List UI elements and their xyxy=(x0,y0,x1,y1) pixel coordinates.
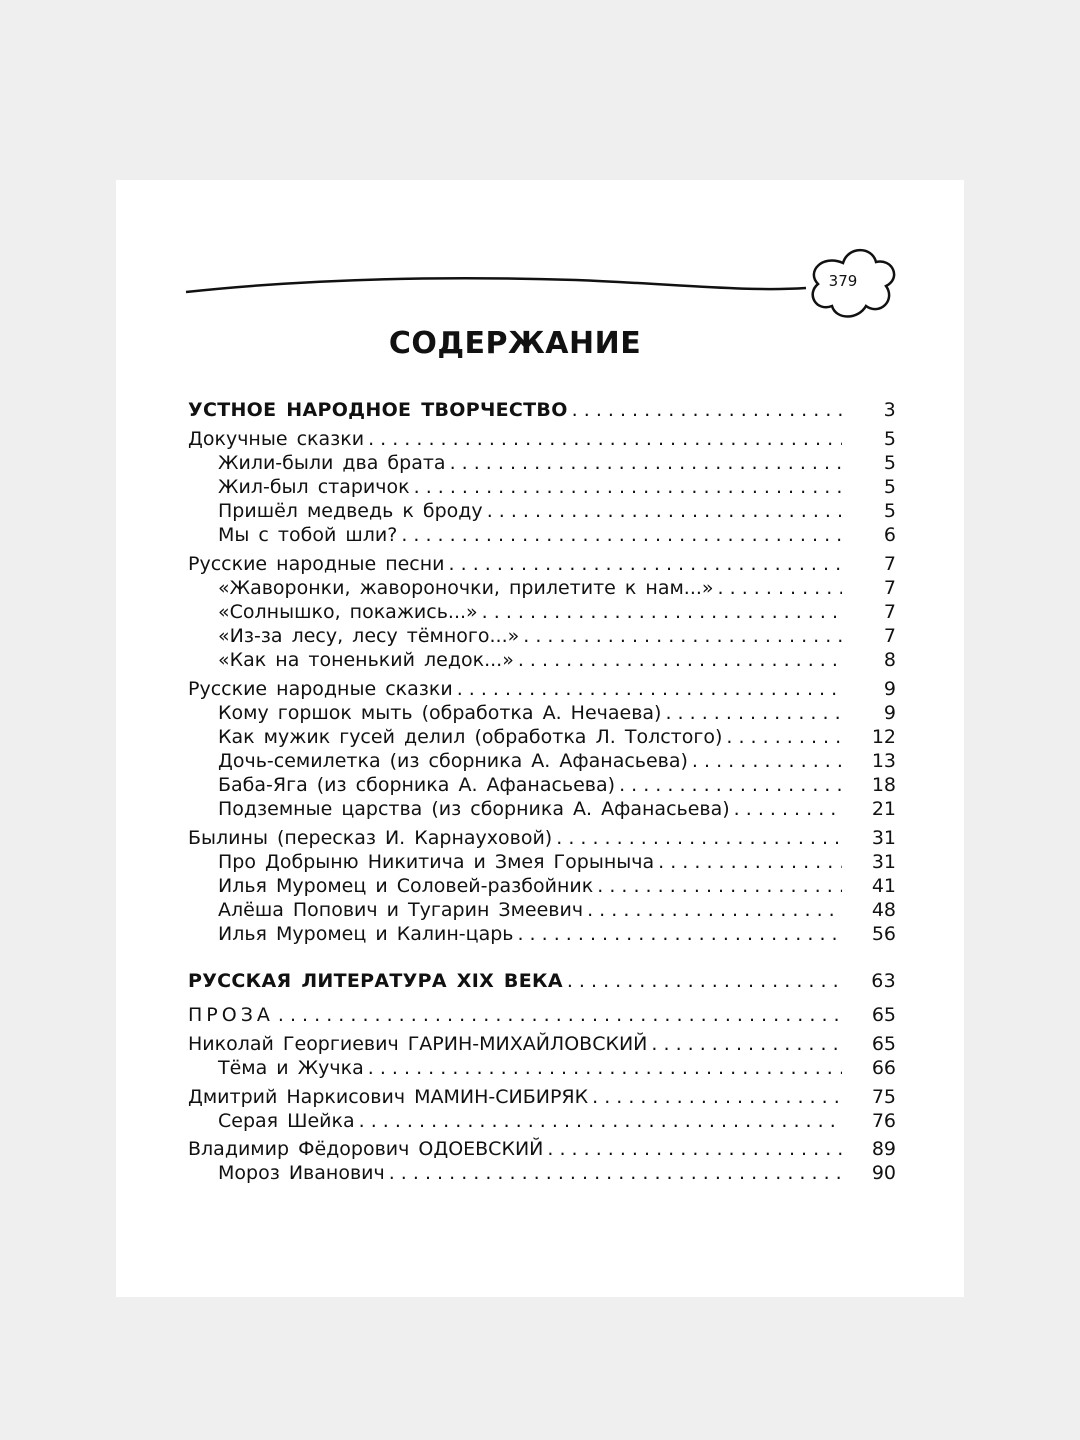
toc-page-number: 41 xyxy=(871,875,896,897)
toc-entry-title: Дмитрий Наркисович МАМИН-СИБИРЯК xyxy=(188,1086,589,1108)
toc-page-number: 18 xyxy=(871,774,896,796)
dot-leader xyxy=(718,576,842,600)
dot-leader xyxy=(734,797,842,821)
toc-subitem[interactable] xyxy=(218,922,896,946)
toc-page-number: 7 xyxy=(883,625,896,647)
toc-page-number: 12 xyxy=(871,726,896,748)
toc-entry-title: РУССКАЯ ЛИТЕРАТУРА XIX ВЕКА xyxy=(188,970,563,992)
toc-section-19th-century-literature[interactable] xyxy=(188,969,896,993)
dot-leader xyxy=(658,850,842,874)
dot-leader xyxy=(487,499,842,523)
dot-leader xyxy=(619,773,842,797)
dot-leader xyxy=(567,969,842,993)
toc-page-number: 5 xyxy=(883,476,896,498)
toc-subitem[interactable] xyxy=(218,701,896,725)
dot-leader xyxy=(359,1109,842,1133)
toc-item[interactable] xyxy=(188,427,896,451)
toc-entry-title: Былины (пересказ И. Карнауховой) xyxy=(188,827,553,849)
toc-page-number: 89 xyxy=(871,1138,896,1160)
dot-leader xyxy=(587,898,842,922)
dot-leader xyxy=(692,749,842,773)
toc-entry-title: Русские народные сказки xyxy=(188,678,453,700)
toc-entry-title: «Жаворонки, жавороночки, прилетите к нам...» xyxy=(218,577,714,599)
toc-item[interactable] xyxy=(188,552,896,576)
dot-leader xyxy=(523,624,842,648)
toc-entry-title: Как мужик гусей делил (обработка Л. Толстого) xyxy=(218,726,723,748)
toc-author[interactable] xyxy=(188,1137,896,1161)
toc-subitem[interactable] xyxy=(218,725,896,749)
toc-subitem[interactable] xyxy=(218,600,896,624)
toc-subitem[interactable] xyxy=(218,475,896,499)
toc-entry-title: Серая Шейка xyxy=(218,1110,355,1132)
dot-leader xyxy=(368,1056,842,1080)
dot-leader xyxy=(592,1085,842,1109)
toc-entry-title: Баба-Яга (из сборника А. Афанасьева) xyxy=(218,774,616,796)
toc-subitem[interactable] xyxy=(218,874,896,898)
toc-entry-title: Илья Муромец и Соловей-разбойник xyxy=(218,875,594,897)
dot-leader xyxy=(547,1137,842,1161)
dot-leader xyxy=(457,677,842,701)
toc-page-number: 75 xyxy=(871,1086,896,1108)
dot-leader xyxy=(414,475,842,499)
header-wave-line xyxy=(186,278,806,292)
toc-page-number: 5 xyxy=(883,452,896,474)
dot-leader xyxy=(517,922,842,946)
toc-page-number: 8 xyxy=(883,649,896,671)
toc-page-number: 13 xyxy=(871,750,896,772)
toc-subitem[interactable] xyxy=(218,1109,896,1133)
toc-entry-title: Мы с тобой шли? xyxy=(218,524,398,546)
dot-leader xyxy=(726,725,842,749)
toc-entry-title: УСТНОЕ НАРОДНОЕ ТВОРЧЕСТВО xyxy=(188,399,568,421)
toc-page-number: 48 xyxy=(871,899,896,921)
toc-page-number: 5 xyxy=(883,428,896,450)
toc-page-number: 90 xyxy=(871,1162,896,1184)
toc-subitem[interactable] xyxy=(218,523,896,547)
toc-subitem[interactable] xyxy=(218,624,896,648)
toc-page-number: 66 xyxy=(871,1057,896,1079)
toc-section-oral-folk-art[interactable] xyxy=(188,398,896,422)
dot-leader xyxy=(389,1161,842,1185)
toc-subitem[interactable] xyxy=(218,648,896,672)
toc-page-number: 21 xyxy=(871,798,896,820)
toc-entry-title: Подземные царства (из сборника А. Афанасьева) xyxy=(218,798,730,820)
toc-subitem[interactable] xyxy=(218,850,896,874)
toc-item[interactable] xyxy=(188,677,896,701)
toc-entry-title: Жил-был старичок xyxy=(218,476,410,498)
toc-entry-title: Жили-были два брата xyxy=(218,452,446,474)
toc-item[interactable] xyxy=(188,826,896,850)
toc-entry-title: Тёма и Жучка xyxy=(218,1057,364,1079)
dot-leader xyxy=(368,427,842,451)
toc-subitem[interactable] xyxy=(218,749,896,773)
toc-page-number: 7 xyxy=(883,577,896,599)
toc-subitem[interactable] xyxy=(218,451,896,475)
toc-page-number: 9 xyxy=(883,678,896,700)
header-decoration xyxy=(116,180,964,330)
toc-page-number: 7 xyxy=(883,553,896,575)
toc-entry-title: Про Добрыню Никитича и Змея Горыныча xyxy=(218,851,655,873)
page-title: СОДЕРЖАНИЕ xyxy=(388,326,642,361)
toc-entry-title: Пришёл медведь к броду xyxy=(218,500,483,522)
toc-entry-title: Дочь-семилетка (из сборника А. Афанасьева) xyxy=(218,750,688,772)
toc-page-number: 56 xyxy=(871,923,896,945)
dot-leader xyxy=(278,1003,842,1027)
toc-page-number: 76 xyxy=(871,1110,896,1132)
dot-leader xyxy=(450,451,842,475)
toc-subitem[interactable] xyxy=(218,499,896,523)
toc-subitem[interactable] xyxy=(218,773,896,797)
toc-page-number: 3 xyxy=(883,399,896,421)
toc-entry-title: ПРОЗА xyxy=(188,1004,274,1026)
toc-page-number: 9 xyxy=(883,702,896,724)
toc-entry-title: Русские народные песни xyxy=(188,553,445,575)
dot-leader xyxy=(449,552,842,576)
toc-entry-title: Мороз Иванович xyxy=(218,1162,385,1184)
toc-page-number: 6 xyxy=(883,524,896,546)
toc-subsection-prose[interactable] xyxy=(188,1003,896,1027)
toc-entry-title: Илья Муромец и Калин-царь xyxy=(218,923,514,945)
toc-subitem[interactable] xyxy=(218,1056,896,1080)
page-number: 379 xyxy=(828,272,858,290)
toc-subitem[interactable] xyxy=(218,576,896,600)
toc-entry-title: Докучные сказки xyxy=(188,428,365,450)
toc-entry-title: Николай Георгиевич ГАРИН-МИХАЙЛОВСКИЙ xyxy=(188,1033,648,1055)
toc-page-number: 65 xyxy=(871,1004,896,1026)
toc-page-number: 7 xyxy=(883,601,896,623)
toc-author[interactable] xyxy=(188,1032,896,1056)
dot-leader xyxy=(572,398,842,422)
toc-page-number: 31 xyxy=(871,827,896,849)
book-page xyxy=(116,180,964,1297)
toc-entry-title: «Как на тоненький ледок...» xyxy=(218,649,514,671)
toc-entry-title: Кому горшок мыть (обработка А. Нечаева) xyxy=(218,702,662,724)
toc-page-number: 65 xyxy=(871,1033,896,1055)
dot-leader xyxy=(651,1032,842,1056)
toc-subitem[interactable] xyxy=(218,1161,896,1185)
toc-author[interactable] xyxy=(188,1085,896,1109)
toc-entry-title: Владимир Фёдорович ОДОЕВСКИЙ xyxy=(188,1138,544,1160)
toc-entry-title: Алёша Попович и Тугарин Змеевич xyxy=(218,899,584,921)
toc-page-number: 5 xyxy=(883,500,896,522)
toc-page-number: 63 xyxy=(871,970,896,992)
toc-entry-title: «Солнышко, покажись...» xyxy=(218,601,478,623)
toc-page-number: 31 xyxy=(871,851,896,873)
toc-subitem[interactable] xyxy=(218,797,896,821)
dot-leader xyxy=(556,826,842,850)
dot-leader xyxy=(597,874,842,898)
toc-subitem[interactable] xyxy=(218,898,896,922)
dot-leader xyxy=(665,701,842,725)
dot-leader xyxy=(401,523,842,547)
toc-entry-title: «Из-за лесу, лесу тёмного...» xyxy=(218,625,520,647)
dot-leader xyxy=(518,648,842,672)
dot-leader xyxy=(482,600,842,624)
